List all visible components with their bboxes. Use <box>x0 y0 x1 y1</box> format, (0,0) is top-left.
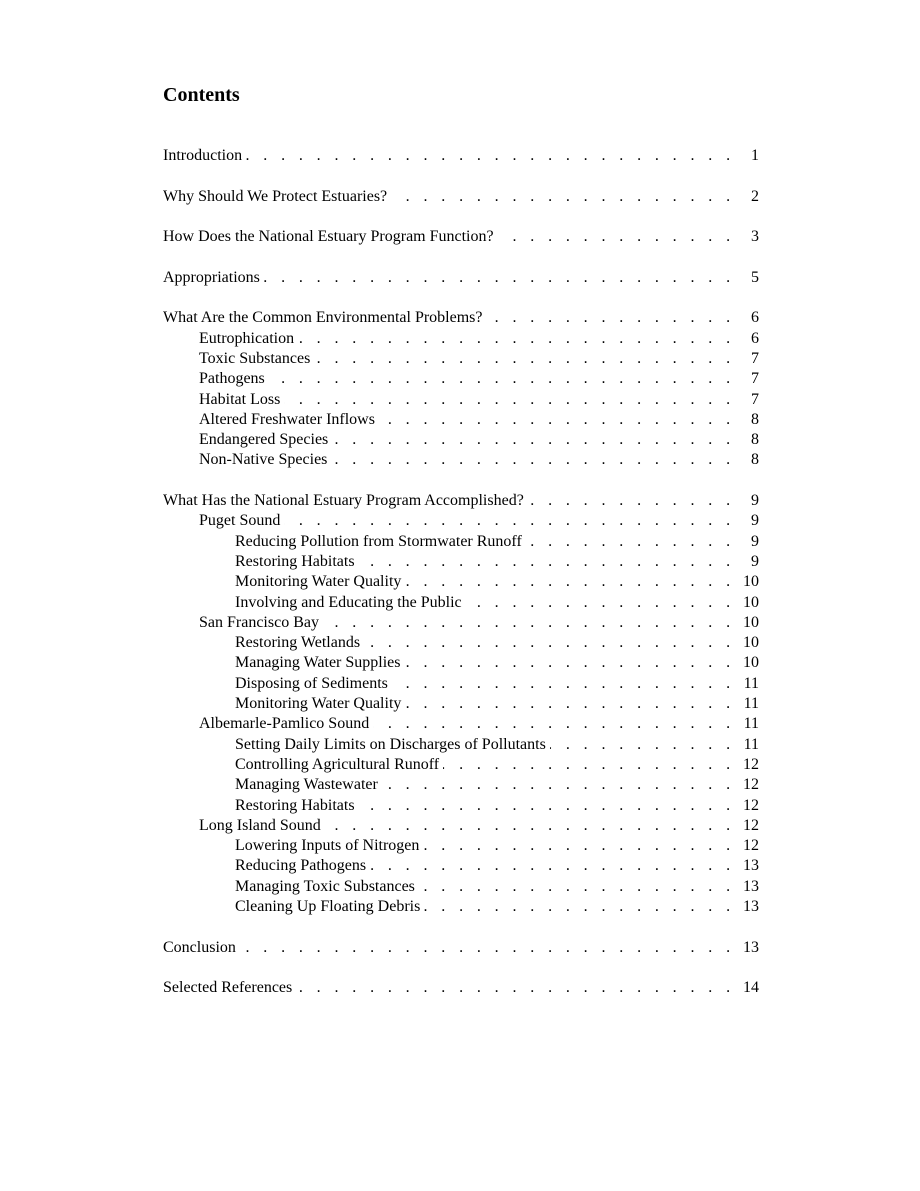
toc-entry[interactable] <box>163 978 759 998</box>
dot-leader <box>392 674 735 694</box>
toc-entry-label: Controlling Agricultural Runoff <box>235 755 440 773</box>
toc-entry[interactable] <box>163 856 759 876</box>
dot-leader <box>370 856 735 876</box>
toc-entry-page-number: 1 <box>751 147 759 164</box>
toc-entry-label: Reducing Pathogens <box>235 857 367 875</box>
dot-leader <box>424 897 735 917</box>
dot-leader <box>296 978 735 998</box>
toc-entry-label: Monitoring Water Quality <box>235 573 402 591</box>
toc-entry-label: Altered Freshwater Inflows <box>199 410 375 428</box>
dot-leader <box>323 613 735 633</box>
toc-entry[interactable] <box>163 410 759 430</box>
toc-entry-page-number: 9 <box>751 532 759 550</box>
toc-entry-label: Disposing of Sediments <box>235 674 388 692</box>
dot-leader <box>331 450 735 470</box>
toc-entry-page-number: 12 <box>743 776 759 794</box>
toc-entry-label: Managing Wastewater <box>235 776 378 794</box>
toc-entry-label: Restoring Habitats <box>235 796 355 814</box>
toc-entry-page-number: 14 <box>743 979 759 997</box>
dot-leader <box>364 633 735 653</box>
toc-entry-page-number: 7 <box>751 370 759 388</box>
dot-leader <box>373 714 735 734</box>
dot-leader <box>526 532 735 552</box>
toc-entry-page-number: 9 <box>751 512 759 530</box>
toc-entry[interactable] <box>163 390 759 410</box>
toc-entry-label: Endangered Species <box>199 431 329 449</box>
toc-entry-page-number: 12 <box>743 755 759 773</box>
page-title: Contents <box>163 84 240 106</box>
toc-entry[interactable] <box>163 633 759 653</box>
toc-entry-page-number: 6 <box>751 309 759 327</box>
dot-leader <box>325 816 735 836</box>
toc-entry[interactable] <box>163 593 759 613</box>
toc-entry-label: Toxic Substances <box>199 349 311 367</box>
toc-entry-page-number: 11 <box>743 674 759 692</box>
toc-entry[interactable] <box>163 674 759 694</box>
dot-leader <box>405 653 736 673</box>
toc-entry-page-number: 10 <box>743 613 759 631</box>
toc-entry-page-number: 10 <box>743 634 759 652</box>
dot-leader <box>298 329 735 349</box>
toc-entry-label: Involving and Educating the Public <box>235 593 462 611</box>
dot-leader <box>419 877 735 897</box>
toc-entry-page-number: 11 <box>743 715 759 733</box>
toc-entry-label: Selected References <box>163 979 293 997</box>
toc-entry[interactable] <box>163 308 759 328</box>
dot-leader <box>264 268 735 288</box>
toc-entry-page-number: 10 <box>743 593 759 611</box>
toc-entry-label: Monitoring Water Quality <box>235 695 402 713</box>
toc-entry-page-number: 6 <box>751 329 759 347</box>
toc-entry[interactable] <box>163 491 759 511</box>
toc-entry-label: Managing Toxic Substances <box>235 877 415 895</box>
toc-entry-page-number: 2 <box>751 187 759 205</box>
toc-entry-page-number: 9 <box>751 492 759 510</box>
dot-leader <box>443 755 735 775</box>
dot-leader <box>391 187 735 207</box>
toc-entry-page-number: 11 <box>743 735 759 753</box>
toc-entry[interactable] <box>163 450 759 470</box>
toc-entry-page-number: 5 <box>751 268 759 286</box>
dot-leader <box>382 775 735 795</box>
toc-entry-page-number: 13 <box>743 938 759 956</box>
toc-entry-label: San Francisco Bay <box>199 613 319 631</box>
toc-entry-label: How Does the National Estuary Program Function? <box>163 228 494 246</box>
toc-entry-page-number: 8 <box>751 451 759 469</box>
dot-leader <box>423 836 735 856</box>
dot-leader <box>379 410 735 430</box>
dot-leader <box>284 390 735 410</box>
dot-leader <box>550 735 735 755</box>
toc-entry[interactable] <box>163 755 759 775</box>
toc-entry-page-number: 3 <box>751 228 759 246</box>
toc-entry-page-number: 11 <box>743 695 759 713</box>
dot-leader <box>405 572 735 592</box>
table-of-contents <box>163 146 759 998</box>
toc-entry-label: Albemarle-Pamlico Sound <box>199 715 370 733</box>
toc-entry-label: Pathogens <box>199 370 265 388</box>
toc-entry[interactable] <box>163 735 759 755</box>
toc-entry[interactable] <box>163 532 759 552</box>
toc-entry-label: Cleaning Up Floating Debris <box>235 897 421 915</box>
dot-leader <box>284 511 735 531</box>
toc-entry-label: Conclusion <box>163 938 236 956</box>
toc-entry-label: Appropriations <box>163 268 260 286</box>
toc-entry-page-number: 10 <box>743 573 759 591</box>
toc-entry-label: Lowering Inputs of Nitrogen <box>235 837 420 855</box>
toc-entry[interactable] <box>163 836 759 856</box>
toc-entry[interactable] <box>163 694 759 714</box>
toc-entry-label: Reducing Pollution from Stormwater Runoff <box>235 532 522 550</box>
toc-entry[interactable] <box>163 146 759 166</box>
toc-entry-page-number: 12 <box>743 796 759 814</box>
toc-entry[interactable] <box>163 552 759 572</box>
toc-entry-label: Managing Water Supplies <box>235 654 401 672</box>
toc-entry-label: Eutrophication <box>199 329 295 347</box>
toc-entry-label: Long Island Sound <box>199 816 321 834</box>
toc-entry-page-number: 12 <box>743 837 759 855</box>
toc-entry-label: Restoring Habitats <box>235 552 355 570</box>
dot-leader <box>359 796 735 816</box>
dot-leader <box>332 430 735 450</box>
toc-entry[interactable] <box>163 572 759 592</box>
dot-leader <box>528 491 735 511</box>
toc-entry-page-number: 8 <box>751 410 759 428</box>
dot-leader <box>487 308 736 328</box>
toc-entry-page-number: 8 <box>751 431 759 449</box>
toc-entry[interactable] <box>163 349 759 369</box>
dot-leader <box>359 552 735 572</box>
toc-entry[interactable] <box>163 268 759 288</box>
dot-leader <box>240 938 735 958</box>
toc-entry[interactable] <box>163 227 759 247</box>
toc-entry[interactable] <box>163 613 759 633</box>
dot-leader <box>269 369 735 389</box>
toc-entry[interactable] <box>163 653 759 673</box>
toc-entry[interactable] <box>163 430 759 450</box>
toc-entry-label: Introduction <box>163 147 243 164</box>
toc-entry-page-number: 9 <box>751 552 759 570</box>
toc-entry[interactable] <box>163 796 759 816</box>
toc-entry[interactable] <box>163 329 759 349</box>
dot-leader <box>405 694 735 714</box>
toc-entry-page-number: 13 <box>743 877 759 895</box>
dot-leader <box>466 593 735 613</box>
toc-entry[interactable] <box>163 938 759 958</box>
toc-entry[interactable] <box>163 877 759 897</box>
toc-entry-page-number: 13 <box>743 857 759 875</box>
toc-entry-label: What Has the National Estuary Program Accomplished? <box>163 492 524 510</box>
toc-entry-page-number: 12 <box>743 816 759 834</box>
toc-entry-page-number: 13 <box>743 897 759 915</box>
toc-entry-label: Restoring Wetlands <box>235 634 361 652</box>
toc-entry-label: Habitat Loss <box>199 390 281 408</box>
toc-entry[interactable] <box>163 775 759 795</box>
toc-entry-label: Puget Sound <box>199 512 281 530</box>
toc-entry-label: Setting Daily Limits on Discharges of Pollutants <box>235 735 546 753</box>
toc-entry[interactable] <box>163 897 759 917</box>
toc-entry-page-number: 10 <box>743 654 759 672</box>
toc-entry[interactable] <box>163 714 759 734</box>
toc-entry-page-number: 7 <box>751 390 759 408</box>
dot-leader <box>314 349 735 369</box>
toc-entry[interactable] <box>163 816 759 836</box>
dot-leader <box>498 227 735 247</box>
toc-entry-page-number: 7 <box>751 349 759 367</box>
dot-leader <box>246 146 735 166</box>
toc-entry-label: Non-Native Species <box>199 451 328 469</box>
toc-entry[interactable] <box>163 369 759 389</box>
toc-entry-label: What Are the Common Environmental Problems? <box>163 309 483 327</box>
toc-entry-label: Why Should We Protect Estuaries? <box>163 187 388 205</box>
toc-entry[interactable] <box>163 187 759 207</box>
toc-entry[interactable] <box>163 511 759 531</box>
